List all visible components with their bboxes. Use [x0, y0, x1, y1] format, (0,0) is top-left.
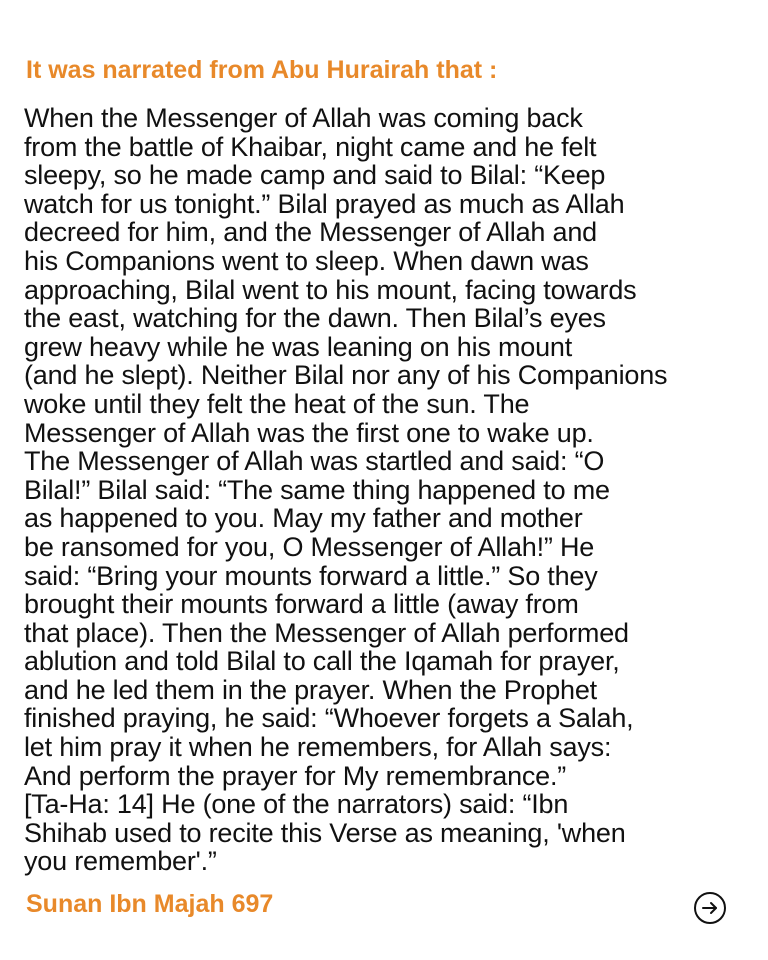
hadith-line: watch for us tonight.” Bilal prayed as much as Allah	[24, 188, 625, 219]
narration-heading: It was narrated from Abu Hurairah that :	[26, 56, 498, 84]
hadith-line: finished praying, he said: “Whoever forgets a Salah,	[24, 703, 634, 734]
hadith-line: And perform the prayer for My remembrance.”	[24, 760, 567, 791]
hadith-line: grew heavy while he was leaning on his mount	[24, 331, 573, 362]
hadith-line: from the battle of Khaibar, night came and he felt	[24, 131, 597, 162]
hadith-text	[24, 104, 744, 876]
hadith-line: When the Messenger of Allah was coming back	[24, 103, 583, 133]
hadith-line: Shihab used to recite this Verse as meaning, 'when	[24, 817, 626, 848]
hadith-line: you remember'.”	[24, 846, 217, 877]
circle-arrow-right-icon[interactable]	[693, 891, 727, 925]
hadith-line: [Ta-Ha: 14] He (one of the narrators) said: “Ibn	[24, 789, 569, 820]
hadith-line: (and he slept). Neither Bilal nor any of his Companions	[24, 360, 668, 391]
hadith-line: and he led them in the prayer. When the Prophet	[24, 674, 597, 705]
hadith-line: that place). Then the Messenger of Allah performed	[24, 617, 629, 648]
hadith-line: woke until they felt the heat of the sun. The	[24, 388, 530, 419]
hadith-line: be ransomed for you, O Messenger of Allah!” He	[24, 531, 595, 562]
next-button[interactable]	[693, 891, 727, 925]
hadith-line: sleepy, so he made camp and said to Bilal: “Keep	[24, 160, 606, 191]
source-citation: Sunan Ibn Majah 697	[26, 890, 274, 918]
hadith-line: approaching, Bilal went to his mount, facing towards	[24, 274, 637, 305]
hadith-line: brought their mounts forward a little (away from	[24, 589, 579, 620]
hadith-line: let him pray it when he remembers, for Allah says:	[24, 732, 612, 763]
hadith-line: the east, watching for the dawn. Then Bilal’s eyes	[24, 303, 606, 334]
hadith-line: as happened to you. May my father and mother	[24, 503, 583, 534]
hadith-line: decreed for him, and the Messenger of Allah and	[24, 217, 597, 248]
hadith-line: ablution and told Bilal to call the Iqamah for prayer,	[24, 646, 620, 677]
hadith-line: his Companions went to sleep. When dawn was	[24, 245, 589, 276]
hadith-line: Messenger of Allah was the first one to wake up.	[24, 417, 594, 448]
hadith-line: The Messenger of Allah was startled and said: “O	[24, 446, 605, 477]
hadith-line: said: “Bring your mounts forward a little.” So they	[24, 560, 598, 591]
hadith-line: Bilal!” Bilal said: “The same thing happened to me	[24, 474, 610, 505]
